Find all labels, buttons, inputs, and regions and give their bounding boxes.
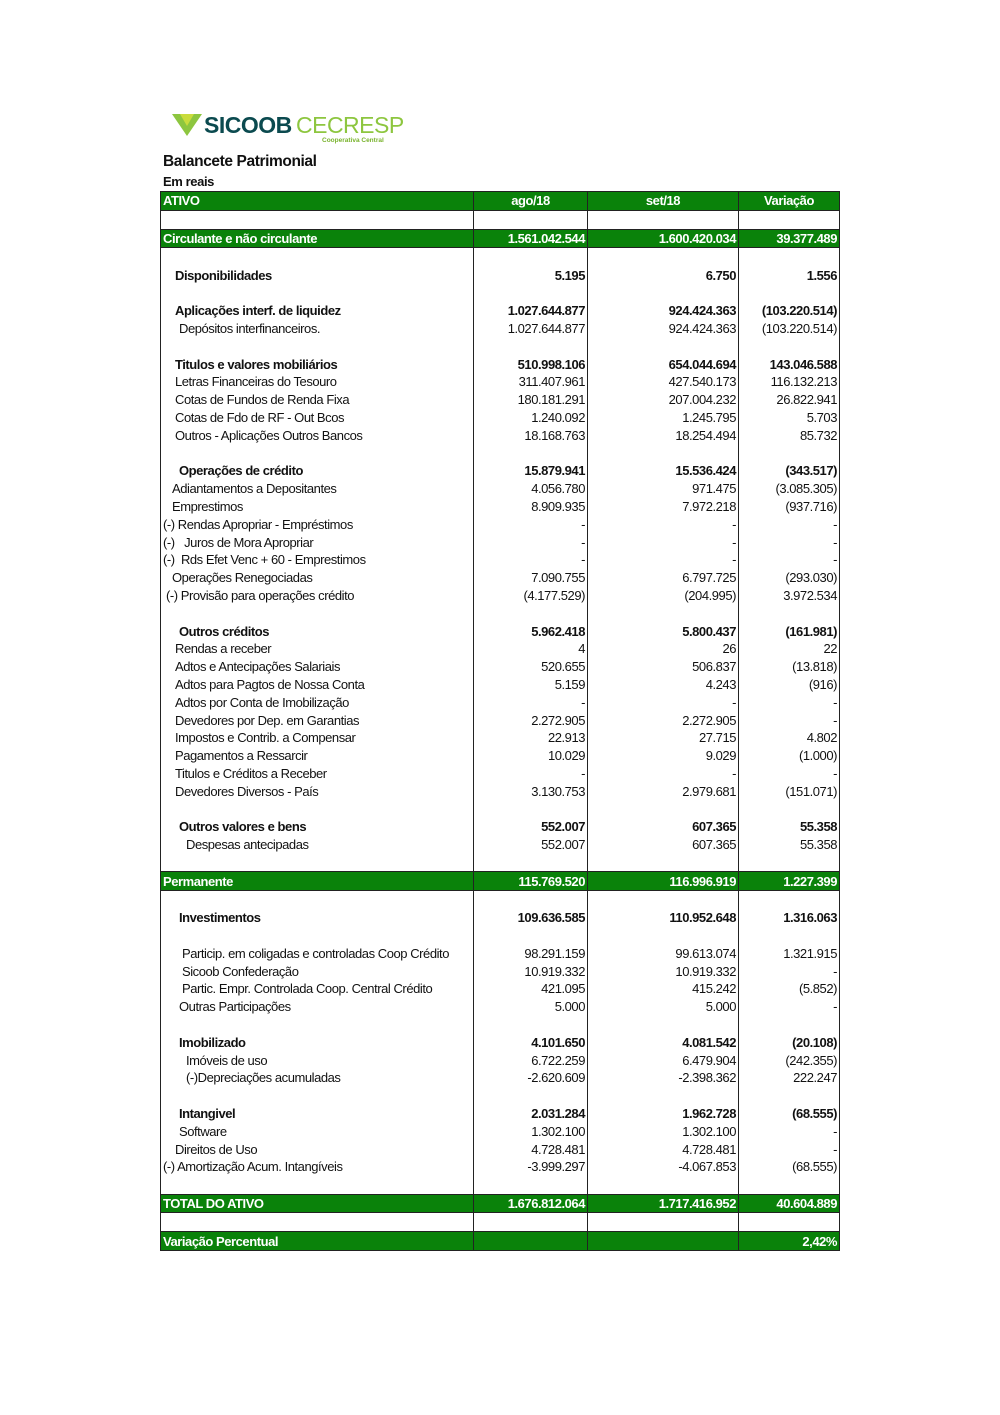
row-label: Outros créditos [161, 622, 474, 640]
value-ago18: 421.095 [474, 980, 588, 998]
value-ago18: - [474, 551, 588, 569]
value-ago18: 5.962.418 [474, 622, 588, 640]
value-ago18: 510.998.106 [474, 355, 588, 373]
row-label: Operações Renegociadas [161, 569, 474, 587]
value-ago18: 8.909.935 [474, 498, 588, 516]
page-subtitle: Em reais [163, 174, 215, 189]
blank-row [161, 1087, 840, 1105]
row-label: Outras Participações [161, 998, 474, 1016]
value-variacao: (916) [739, 676, 840, 694]
value-set18: 6.479.904 [588, 1051, 739, 1069]
value-set18: 924.424.363 [588, 320, 739, 338]
blank-row [161, 853, 840, 871]
svg-text:Cooperativa Central: Cooperativa Central [322, 137, 384, 144]
value-set18: -2.398.362 [588, 1069, 739, 1087]
table-row [161, 711, 840, 729]
row-label: Imóveis de uso [161, 1051, 474, 1069]
value-set18: 506.837 [588, 658, 739, 676]
value-variacao: (1.000) [739, 747, 840, 765]
blank-row [161, 800, 840, 818]
table-row [161, 962, 840, 980]
value-variacao: - [739, 1122, 840, 1140]
row-label: Cotas de Fundos de Renda Fixa [161, 391, 474, 409]
row-label: Software [161, 1122, 474, 1140]
table-row [161, 980, 840, 998]
value-ago18: -3.999.297 [474, 1158, 588, 1176]
value-set18: 15.536.424 [588, 462, 739, 480]
row-label: Outros - Aplicações Outros Bancos [161, 426, 474, 444]
row-label: Variação Percentual [161, 1232, 474, 1251]
value-variacao: (3.085.305) [739, 480, 840, 498]
blank-row [161, 284, 840, 302]
value-variacao: (242.355) [739, 1051, 840, 1069]
value-variacao: 4.802 [739, 729, 840, 747]
value-set18: 9.029 [588, 747, 739, 765]
value-ago18: -2.620.609 [474, 1069, 588, 1087]
row-label: (-) Provisão para operações crédito [161, 587, 474, 605]
table-row [161, 729, 840, 747]
table-row [161, 515, 840, 533]
value-set18: 27.715 [588, 729, 739, 747]
value-ago18: 1.302.100 [474, 1122, 588, 1140]
group-row [161, 818, 840, 836]
value-ago18: 552.007 [474, 836, 588, 854]
table-row [161, 782, 840, 800]
value-variacao: (68.555) [739, 1158, 840, 1176]
value-variacao: 222.247 [739, 1069, 840, 1087]
table-row [161, 409, 840, 427]
value-set18: 1.245.795 [588, 409, 739, 427]
value-set18: 654.044.694 [588, 355, 739, 373]
value-set18: 6.797.725 [588, 569, 739, 587]
value-set18: (204.995) [588, 587, 739, 605]
blank-row [161, 1213, 840, 1232]
value-ago18: - [474, 515, 588, 533]
value-variacao: (151.071) [739, 782, 840, 800]
value-set18: - [588, 551, 739, 569]
value-variacao: (937.716) [739, 498, 840, 516]
value-variacao: 85.732 [739, 426, 840, 444]
row-label: Despesas antecipadas [161, 836, 474, 854]
group-row [161, 266, 840, 284]
value-set18: 110.952.648 [588, 909, 739, 927]
value-variacao: 22 [739, 640, 840, 658]
value-ago18: 98.291.159 [474, 944, 588, 962]
col-ago18: ago/18 [474, 192, 588, 211]
value-variacao: (13.818) [739, 658, 840, 676]
table-row [161, 1158, 840, 1176]
value-ago18: 5.195 [474, 266, 588, 284]
row-label: Impostos e Contrib. a Compensar [161, 729, 474, 747]
value-ago18: 4.056.780 [474, 480, 588, 498]
page-title: Balancete Patrimonial [163, 153, 317, 170]
value-set18: 607.365 [588, 836, 739, 854]
value-set18: 4.243 [588, 676, 739, 694]
row-label: Outros valores e bens [161, 818, 474, 836]
value-ago18: 1.027.644.877 [474, 320, 588, 338]
value-variacao: 39.377.489 [739, 229, 840, 248]
row-label: Adtos e Antecipações Salariais [161, 658, 474, 676]
value-set18: 1.962.728 [588, 1105, 739, 1123]
value-ago18 [474, 1232, 588, 1251]
table-row [161, 998, 840, 1016]
value-ago18: 6.722.259 [474, 1051, 588, 1069]
table-row [161, 320, 840, 338]
row-label: Aplicações interf. de liquidez [161, 302, 474, 320]
value-ago18: 115.769.520 [474, 872, 588, 891]
table-row [161, 533, 840, 551]
row-label: Imobilizado [161, 1033, 474, 1051]
value-set18: - [588, 515, 739, 533]
row-label: Emprestimos [161, 498, 474, 516]
balance-table [160, 191, 840, 1251]
value-ago18: 311.407.961 [474, 373, 588, 391]
value-ago18: 18.168.763 [474, 426, 588, 444]
value-set18: 415.242 [588, 980, 739, 998]
row-label: (-)Depreciações acumuladas [161, 1069, 474, 1087]
row-label: Permanente [161, 872, 474, 891]
value-set18: 4.081.542 [588, 1033, 739, 1051]
col-set18: set/18 [588, 192, 739, 211]
table-row [161, 426, 840, 444]
table-row [161, 944, 840, 962]
table-row [161, 480, 840, 498]
group-row [161, 622, 840, 640]
row-label: Letras Financeiras do Tesouro [161, 373, 474, 391]
value-set18: 7.972.218 [588, 498, 739, 516]
value-variacao: (68.555) [739, 1105, 840, 1123]
value-ago18: 4.101.650 [474, 1033, 588, 1051]
value-variacao: - [739, 533, 840, 551]
value-ago18: (4.177.529) [474, 587, 588, 605]
col-ativo: ATIVO [161, 192, 474, 211]
table-row [161, 658, 840, 676]
blank-row [161, 604, 840, 622]
value-ago18: 520.655 [474, 658, 588, 676]
value-ago18: 180.181.291 [474, 391, 588, 409]
value-variacao: - [739, 711, 840, 729]
blank-row [161, 210, 840, 229]
value-variacao: 40.604.889 [739, 1194, 840, 1213]
table-header [161, 192, 840, 211]
row-label: Devedores por Dep. em Garantias [161, 711, 474, 729]
value-variacao: (343.517) [739, 462, 840, 480]
value-variacao: (293.030) [739, 569, 840, 587]
group-row [161, 462, 840, 480]
row-label: Sicoob Confederação [161, 962, 474, 980]
row-label: Partic. Empr. Controlada Coop. Central Crédito [161, 980, 474, 998]
value-variacao: 2,42% [739, 1232, 840, 1251]
value-ago18: - [474, 693, 588, 711]
value-variacao: - [739, 962, 840, 980]
value-ago18: 2.031.284 [474, 1105, 588, 1123]
value-ago18: - [474, 765, 588, 783]
value-set18 [588, 1232, 739, 1251]
value-variacao: 3.972.534 [739, 587, 840, 605]
value-variacao: 1.227.399 [739, 872, 840, 891]
table-row [161, 569, 840, 587]
table-row [161, 747, 840, 765]
value-set18: 116.996.919 [588, 872, 739, 891]
value-set18: 18.254.494 [588, 426, 739, 444]
row-label: Rendas a receber [161, 640, 474, 658]
value-variacao: (161.981) [739, 622, 840, 640]
value-ago18: 1.027.644.877 [474, 302, 588, 320]
section-row [161, 229, 840, 248]
value-ago18: 15.879.941 [474, 462, 588, 480]
value-ago18: 4 [474, 640, 588, 658]
row-label: Adtos para Pagtos de Nossa Conta [161, 676, 474, 694]
value-set18: 607.365 [588, 818, 739, 836]
col-variacao: Variação [739, 192, 840, 211]
row-label: Titulos e valores mobiliários [161, 355, 474, 373]
value-variacao: (103.220.514) [739, 320, 840, 338]
value-ago18: 1.676.812.064 [474, 1194, 588, 1213]
row-label: Intangivel [161, 1105, 474, 1123]
row-label: Cotas de Fdo de RF - Out Bcos [161, 409, 474, 427]
value-variacao: 55.358 [739, 818, 840, 836]
blank-row [161, 444, 840, 462]
row-label: (-) Rendas Apropriar - Empréstimos [161, 515, 474, 533]
row-label: Operações de crédito [161, 462, 474, 480]
row-label: Adiantamentos a Depositantes [161, 480, 474, 498]
row-label: Adtos por Conta de Imobilização [161, 693, 474, 711]
section-row [161, 872, 840, 891]
table-row [161, 373, 840, 391]
row-label: Particip. em coligadas e controladas Coop Crédito [161, 944, 474, 962]
row-label: Disponibilidades [161, 266, 474, 284]
row-label: Direitos de Uso [161, 1140, 474, 1158]
value-set18: - [588, 533, 739, 551]
blank-row [161, 248, 840, 266]
table-row [161, 1122, 840, 1140]
value-variacao: 55.358 [739, 836, 840, 854]
value-set18: 1.302.100 [588, 1122, 739, 1140]
table-row [161, 391, 840, 409]
value-variacao: - [739, 765, 840, 783]
blank-row [161, 1016, 840, 1034]
table-row [161, 836, 840, 854]
value-ago18: 552.007 [474, 818, 588, 836]
value-set18: 1.600.420.034 [588, 229, 739, 248]
table-row [161, 765, 840, 783]
value-variacao: (103.220.514) [739, 302, 840, 320]
row-label: Investimentos [161, 909, 474, 927]
group-row [161, 1033, 840, 1051]
table-row [161, 676, 840, 694]
value-ago18: 109.636.585 [474, 909, 588, 927]
table-row [161, 1069, 840, 1087]
row-label: Titulos e Créditos a Receber [161, 765, 474, 783]
table-row [161, 1051, 840, 1069]
value-variacao: (20.108) [739, 1033, 840, 1051]
value-ago18: 3.130.753 [474, 782, 588, 800]
value-ago18: - [474, 533, 588, 551]
value-set18: 971.475 [588, 480, 739, 498]
value-set18: 99.613.074 [588, 944, 739, 962]
group-row [161, 909, 840, 927]
value-set18: 207.004.232 [588, 391, 739, 409]
row-label: (-) Amortização Acum. Intangíveis [161, 1158, 474, 1176]
row-label: Devedores Diversos - País [161, 782, 474, 800]
table-row [161, 1140, 840, 1158]
group-row [161, 302, 840, 320]
svg-text:CECRESP: CECRESP [296, 112, 404, 138]
value-ago18: 22.913 [474, 729, 588, 747]
row-label: (-) Rds Efet Venc + 60 - Emprestimos [161, 551, 474, 569]
table-row [161, 551, 840, 569]
blank-row [161, 337, 840, 355]
value-ago18: 2.272.905 [474, 711, 588, 729]
row-label: Circulante e não circulante [161, 229, 474, 248]
value-variacao: - [739, 998, 840, 1016]
value-variacao: 1.321.915 [739, 944, 840, 962]
value-variacao: - [739, 1140, 840, 1158]
value-set18: 2.272.905 [588, 711, 739, 729]
sicoob-logo [172, 110, 412, 146]
value-set18: 427.540.173 [588, 373, 739, 391]
value-ago18: 5.159 [474, 676, 588, 694]
value-ago18: 10.919.332 [474, 962, 588, 980]
value-set18: -4.067.853 [588, 1158, 739, 1176]
blank-row [161, 891, 840, 909]
value-set18: 5.000 [588, 998, 739, 1016]
row-label: TOTAL DO ATIVO [161, 1194, 474, 1213]
group-row [161, 355, 840, 373]
value-ago18: 7.090.755 [474, 569, 588, 587]
value-ago18: 1.561.042.544 [474, 229, 588, 248]
value-variacao: 26.822.941 [739, 391, 840, 409]
row-label: Pagamentos a Ressarcir [161, 747, 474, 765]
value-variacao: (5.852) [739, 980, 840, 998]
svg-text:SICOOB: SICOOB [204, 112, 292, 138]
blank-row [161, 1176, 840, 1194]
value-set18: 6.750 [588, 266, 739, 284]
value-set18: - [588, 693, 739, 711]
section-row [161, 1232, 840, 1251]
value-ago18: 4.728.481 [474, 1140, 588, 1158]
blank-row [161, 927, 840, 945]
value-set18: 1.717.416.952 [588, 1194, 739, 1213]
value-variacao: 1.316.063 [739, 909, 840, 927]
section-row [161, 1194, 840, 1213]
value-set18: 924.424.363 [588, 302, 739, 320]
row-label: (-) Juros de Mora Apropriar [161, 533, 474, 551]
value-variacao: 5.703 [739, 409, 840, 427]
value-set18: - [588, 765, 739, 783]
value-set18: 2.979.681 [588, 782, 739, 800]
value-ago18: 1.240.092 [474, 409, 588, 427]
group-row [161, 1105, 840, 1123]
value-variacao: - [739, 693, 840, 711]
value-variacao: 116.132.213 [739, 373, 840, 391]
table-row [161, 693, 840, 711]
value-set18: 5.800.437 [588, 622, 739, 640]
table-row [161, 640, 840, 658]
value-set18: 26 [588, 640, 739, 658]
value-set18: 10.919.332 [588, 962, 739, 980]
table-row [161, 587, 840, 605]
value-set18: 4.728.481 [588, 1140, 739, 1158]
value-variacao: 1.556 [739, 266, 840, 284]
value-ago18: 10.029 [474, 747, 588, 765]
row-label: Depósitos interfinanceiros. [161, 320, 474, 338]
value-variacao: - [739, 515, 840, 533]
value-ago18: 5.000 [474, 998, 588, 1016]
table-row [161, 498, 840, 516]
value-variacao: 143.046.588 [739, 355, 840, 373]
value-variacao: - [739, 551, 840, 569]
